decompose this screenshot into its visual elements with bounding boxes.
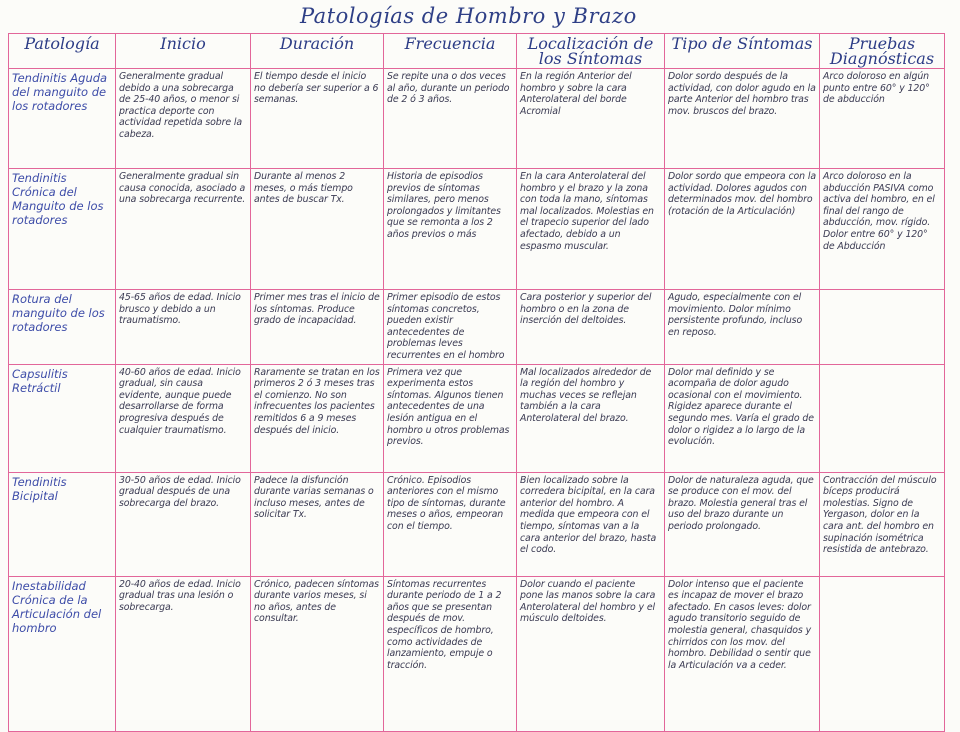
cell-inicio: 30-50 años de edad. Inicio gradual después de una sobrecarga del brazo. (116, 472, 251, 576)
cell-tipo: Dolor de naturaleza aguda, que se produce con el mov. del brazo. Molestia general tras el uso del brazo durante un periodo prolongado. (665, 472, 820, 576)
table-row (9, 576, 945, 731)
header-row (9, 34, 945, 69)
cell-tipo: Dolor sordo que empeora con la actividad. Dolores agudos con determinados mov. del hombro (rotación de la Articulación) (665, 169, 820, 290)
pathology-name: Capsulitis Retráctil (9, 364, 116, 472)
table-row (9, 364, 945, 472)
pathology-name: Inestabilidad Crónica de la Articulación del hombro (9, 576, 116, 731)
header-patologia: Patología (9, 34, 116, 69)
pathology-name: Tendinitis Crónica del Manguito de los rotadores (9, 169, 116, 290)
cell-frecuencia: Primera vez que experimenta estos síntomas. Algunos tienen antecedentes de una lesión antigua en el hombro u otros problemas previos. (384, 364, 517, 472)
cell-duracion: Primer mes tras el inicio de los síntomas. Produce grado de incapacidad. (251, 290, 384, 365)
table-row (9, 472, 945, 576)
cell-inicio: 45-65 años de edad. Inicio brusco y debido a un traumatismo. (116, 290, 251, 365)
cell-duracion: Durante al menos 2 meses, o más tiempo antes de buscar Tx. (251, 169, 384, 290)
cell-frecuencia: Crónico. Episodios anteriores con el mismo tipo de síntomas, durante meses o años, empeoran con el tiempo. (384, 472, 517, 576)
page-title: Patologías de Hombro y Brazo (300, 4, 637, 28)
cell-inicio: Generalmente gradual sin causa conocida, asociado a una sobrecarga recurrente. (116, 169, 251, 290)
cell-localizacion: Dolor cuando el paciente pone las manos sobre la cara Anterolateral del hombro y el músculo deltoides. (517, 576, 665, 731)
header-pruebas: Pruebas Diagnósticas (820, 34, 945, 69)
header-tipo: Tipo de Síntomas (665, 34, 820, 69)
header-duracion: Duración (251, 34, 384, 69)
header-inicio: Inicio (116, 34, 251, 69)
table-row (9, 290, 945, 365)
cell-frecuencia: Historia de episodios previos de síntomas similares, pero menos prolongados y limitantes que se remonta a los 2 años previos o más (384, 169, 517, 290)
cell-duracion: Padece la disfunción durante varias semanas o incluso meses, antes de solicitar Tx. (251, 472, 384, 576)
header-localizacion: Localización de los Síntomas (517, 34, 665, 69)
cell-frecuencia: Síntomas recurrentes durante periodo de 1 a 2 años que se presentan después de mov. específicos de hombro, como actividades de lanzamiento, empuje o tracción. (384, 576, 517, 731)
cell-frecuencia: Se repite una o dos veces al año, durante un periodo de 2 ó 3 años. (384, 69, 517, 169)
cell-duracion: El tiempo desde el inicio no debería ser superior a 6 semanas. (251, 69, 384, 169)
pathology-name: Rotura del manguito de los rotadores (9, 290, 116, 365)
cell-pruebas: Arco doloroso en algún punto entre 60° y 120° de abducción (820, 69, 945, 169)
cell-inicio: 20-40 años de edad. Inicio gradual tras una lesión o sobrecarga. (116, 576, 251, 731)
table-row (9, 169, 945, 290)
cell-localizacion: En la cara Anterolateral del hombro y el brazo y la zona con toda la mano, síntomas mal localizados. Molestias en el trapecio superior del lado afectado, debido a un espasmo muscular. (517, 169, 665, 290)
cell-pruebas (820, 290, 945, 365)
cell-pruebas: Arco doloroso en la abducción PASIVA como activa del hombro, en el final del rango de abducción, mov. rígido. Dolor entre 60° y 120° de Abducción (820, 169, 945, 290)
cell-pruebas (820, 576, 945, 731)
header-frecuencia: Frecuencia (384, 34, 517, 69)
cell-localizacion: En la región Anterior del hombro y sobre la cara Anterolateral del borde Acromial (517, 69, 665, 169)
cell-frecuencia: Primer episodio de estos síntomas concretos, pueden existir antecedentes de problemas leves recurrentes en el hombro (384, 290, 517, 365)
pathology-table (8, 33, 945, 732)
cell-inicio: 40-60 años de edad. Inicio gradual, sin causa evidente, aunque puede desarrollarse de forma progresiva después de cualquier traumatismo. (116, 364, 251, 472)
cell-pruebas (820, 364, 945, 472)
cell-tipo: Dolor intenso que el paciente es incapaz de mover el brazo afectado. En casos leves: dolor agudo transitorio seguido de molestia general, chasquidos y chirridos con los mov. del hombro. Debilidad o sentir que la Articulación va a ceder. (665, 576, 820, 731)
cell-localizacion: Mal localizados alrededor de la región del hombro y muchas veces se reflejan también a la cara Anterolateral del brazo. (517, 364, 665, 472)
cell-duracion: Crónico, padecen síntomas durante varios meses, si no años, antes de consultar. (251, 576, 384, 731)
pathology-name: Tendinitis Bicipital (9, 472, 116, 576)
cell-tipo: Dolor sordo después de la actividad, con dolor agudo en la parte Anterior del hombro tras mov. bruscos del brazo. (665, 69, 820, 169)
pathology-name: Tendinitis Aguda del manguito de los rotadores (9, 69, 116, 169)
cell-localizacion: Cara posterior y superior del hombro o en la zona de inserción del deltoides. (517, 290, 665, 365)
cell-tipo: Agudo, especialmente con el movimiento. Dolor mínimo persistente profundo, incluso en reposo. (665, 290, 820, 365)
cell-duracion: Raramente se tratan en los primeros 2 ó 3 meses tras el comienzo. No son infrecuentes los pacientes remitidos 6 a 9 meses después del inicio. (251, 364, 384, 472)
cell-inicio: Generalmente gradual debido a una sobrecarga de 25-40 años, o menor si practica deporte con actividad repetida sobre la cabeza. (116, 69, 251, 169)
table-row (9, 69, 945, 169)
cell-pruebas: Contracción del músculo bíceps producirá molestias. Signo de Yergason, dolor en la cara ant. del hombro en supinación isométrica resistida de antebrazo. (820, 472, 945, 576)
cell-localizacion: Bien localizado sobre la corredera bicipital, en la cara anterior del hombro. A medida que empeora con el tiempo, síntomas van a la cara anterior del brazo, hasta el codo. (517, 472, 665, 576)
cell-tipo: Dolor mal definido y se acompaña de dolor agudo ocasional con el movimiento. Rigidez aparece durante el segundo mes. Varía el grado de dolor o rigidez a lo largo de la evolución. (665, 364, 820, 472)
